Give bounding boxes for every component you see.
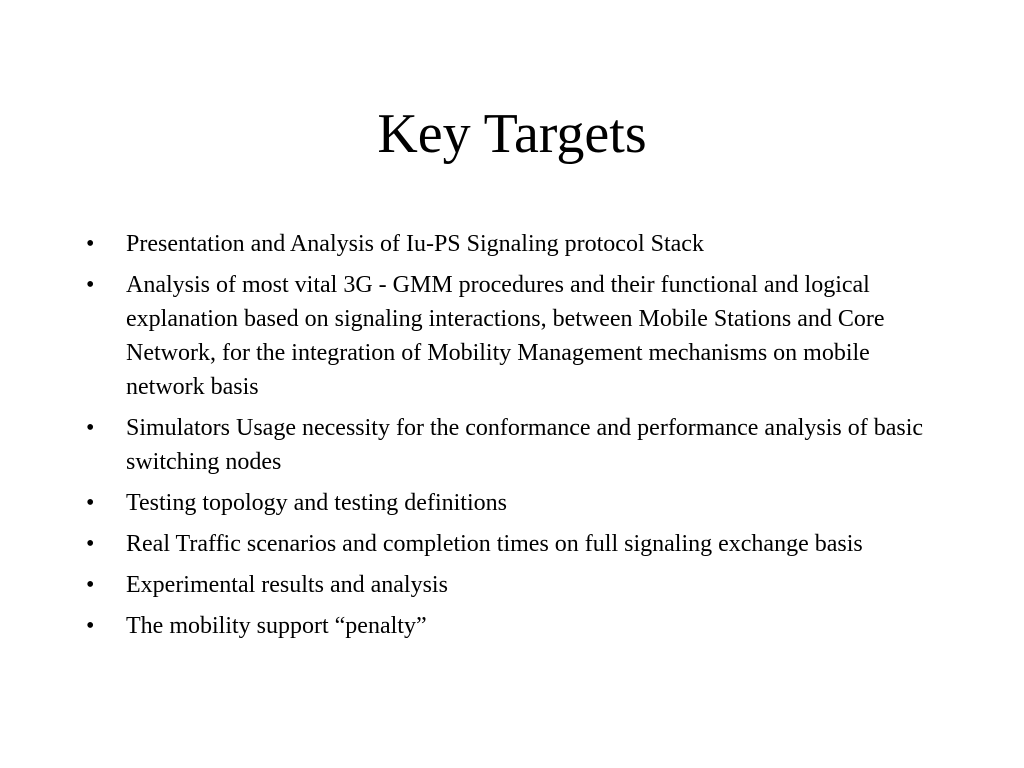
bullet-icon: • (86, 572, 95, 598)
list-item (86, 227, 946, 261)
slide-title: Key Targets (377, 103, 647, 165)
list-item-text: Real Traffic scenarios and completion times on full signaling exchange basis (126, 531, 863, 557)
bullet-icon: • (86, 272, 95, 298)
list-item (86, 609, 946, 643)
list-item-text: Experimental results and analysis (126, 572, 448, 598)
bullet-icon: • (86, 531, 95, 557)
list-item (86, 527, 946, 561)
bullet-icon: • (86, 613, 95, 639)
bullet-list (86, 227, 946, 650)
list-item-text: Simulators Usage necessity for the conformance and performance analysis of basic switching nodes (126, 415, 924, 475)
list-item-text: Analysis of most vital 3G - GMM procedures and their functional and logical explanation based on signaling interactions, between Mobile Stations and Core Network, for the integration of Mobility Management mechanisms on mobile network basis (126, 272, 885, 400)
list-item-text: Testing topology and testing definitions (126, 490, 507, 516)
list-item-text: The mobility support “penalty” (126, 613, 427, 639)
list-item (86, 568, 946, 602)
bullet-icon: • (86, 415, 95, 441)
list-item (86, 268, 946, 404)
list-item-text: Presentation and Analysis of Iu-PS Signaling protocol Stack (126, 231, 704, 257)
bullet-icon: • (86, 231, 95, 257)
list-item (86, 411, 946, 479)
list-item (86, 486, 946, 520)
bullet-icon: • (86, 490, 95, 516)
